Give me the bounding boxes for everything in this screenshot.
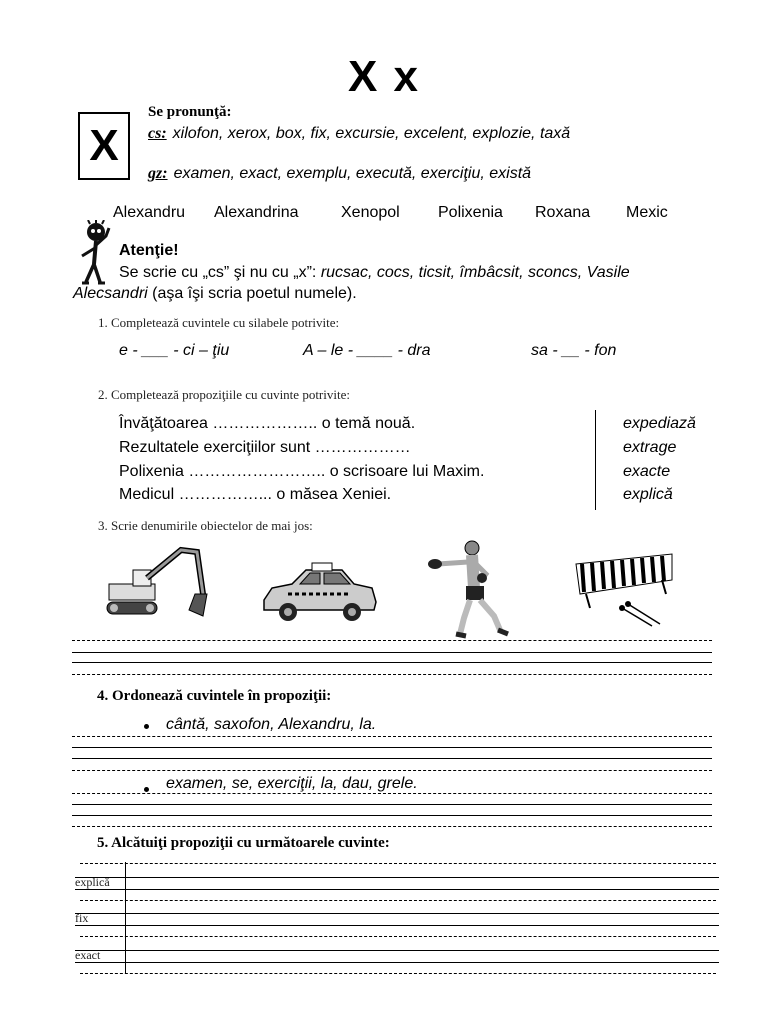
gz-label: gz:: [148, 165, 168, 182]
ex4-item: examen, se, exerciţii, la, dau, grele.: [166, 775, 418, 792]
writing-line[interactable]: [75, 925, 719, 926]
pronunciation-heading: Se pronunţă:: [148, 104, 232, 120]
name-item: Xenopol: [341, 204, 400, 221]
ex1-item: A – le - ____ - dra: [303, 342, 431, 359]
cs-words: xilofon, xerox, box, fix, excursie, excelent, explozie, taxă: [172, 125, 571, 142]
attention-line1-prefix: Se scrie cu „cs” şi nu cu „x”:: [119, 264, 321, 281]
cs-label: cs:: [148, 125, 167, 142]
ex2-sentence: Învăţătoarea ……………….. o temă nouă.: [119, 415, 416, 432]
pointing-figure-icon: [76, 220, 112, 286]
page-title: X x: [347, 52, 421, 101]
writing-line[interactable]: [72, 640, 712, 641]
ex1-item: e - ___ - ci – ţiu: [119, 342, 230, 359]
attention-line2-suffix: (aşa îşi scria poetul numele).: [147, 285, 357, 302]
writing-line[interactable]: [80, 936, 716, 937]
letter-box: X: [78, 112, 130, 180]
ex2-word: expediază: [623, 415, 696, 432]
writing-line[interactable]: [75, 889, 719, 890]
writing-line[interactable]: [80, 863, 716, 864]
writing-line[interactable]: [75, 877, 719, 878]
writing-line[interactable]: [72, 804, 712, 805]
name-item: Alexandrina: [214, 204, 299, 221]
ex2-sentence: Medicul ……………... o măsea Xeniei.: [119, 486, 392, 503]
writing-line[interactable]: [72, 747, 712, 748]
writing-line[interactable]: [72, 826, 712, 827]
ex4-item: cântă, saxofon, Alexandru, la.: [166, 716, 377, 733]
writing-line[interactable]: [80, 900, 716, 901]
writing-line[interactable]: [72, 674, 712, 675]
taxi-image: [258, 560, 380, 626]
ex1-instruction: 1. Completează cuvintele cu silabele potrivite:: [98, 315, 340, 330]
ex3-instruction: 3. Scrie denumirile obiectelor de mai jos:: [98, 518, 313, 533]
writing-line[interactable]: [72, 758, 712, 759]
ex2-divider: [595, 410, 596, 510]
writing-line[interactable]: [72, 815, 712, 816]
boxer-image: [428, 538, 518, 640]
excavator-image: [103, 544, 211, 624]
name-item: Polixenia: [438, 204, 503, 221]
writing-line[interactable]: [72, 770, 712, 771]
writing-line[interactable]: [72, 652, 712, 653]
bullet-icon: [144, 724, 149, 729]
ex2-word: exacte: [623, 463, 671, 480]
ex5-word: fix: [75, 911, 89, 925]
attention-heading: Atenţie!: [119, 242, 179, 259]
attention-line1-words: rucsac, cocs, ticsit, îmbâcsit, sconcs, Vasile: [320, 264, 630, 281]
cs-row: [148, 125, 570, 143]
xylophone-image: [572, 550, 676, 630]
writing-line[interactable]: [72, 793, 712, 794]
ex5-word: explică: [75, 875, 110, 889]
gz-row: [148, 165, 531, 183]
ex5-divider: [125, 862, 126, 974]
attention-line2-words: Alecsandri: [73, 285, 148, 302]
ex2-sentence: Rezultatele exerciţiilor sunt ………………: [119, 439, 411, 456]
name-item: Mexic: [626, 204, 668, 221]
name-item: Alexandru: [113, 204, 186, 221]
gz-words: examen, exact, exemplu, execută, exerciţiu, există: [173, 165, 532, 182]
attention-line2: [73, 285, 357, 303]
writing-line[interactable]: [72, 736, 712, 737]
ex2-word: explică: [623, 486, 673, 503]
writing-line[interactable]: [72, 662, 712, 663]
ex5-word: exact: [75, 948, 101, 962]
ex5-instruction: 5. Alcătuiţi propoziţii cu următoarele cuvinte:: [97, 835, 390, 851]
writing-line[interactable]: [75, 913, 719, 914]
ex1-item: sa - __ - fon: [531, 342, 617, 359]
ex2-word: extrage: [623, 439, 677, 456]
ex2-sentence: Polixenia …………………….. o scrisoare lui Maxim.: [119, 463, 485, 480]
name-item: Roxana: [535, 204, 591, 221]
ex2-instruction: 2. Completează propoziţiile cu cuvinte potrivite:: [98, 387, 350, 402]
bullet-icon: [144, 787, 149, 792]
attention-line1: [119, 264, 630, 282]
writing-line[interactable]: [75, 950, 719, 951]
writing-line[interactable]: [75, 962, 719, 963]
ex4-instruction: 4. Ordonează cuvintele în propoziţii:: [97, 688, 332, 704]
writing-line[interactable]: [80, 973, 716, 974]
